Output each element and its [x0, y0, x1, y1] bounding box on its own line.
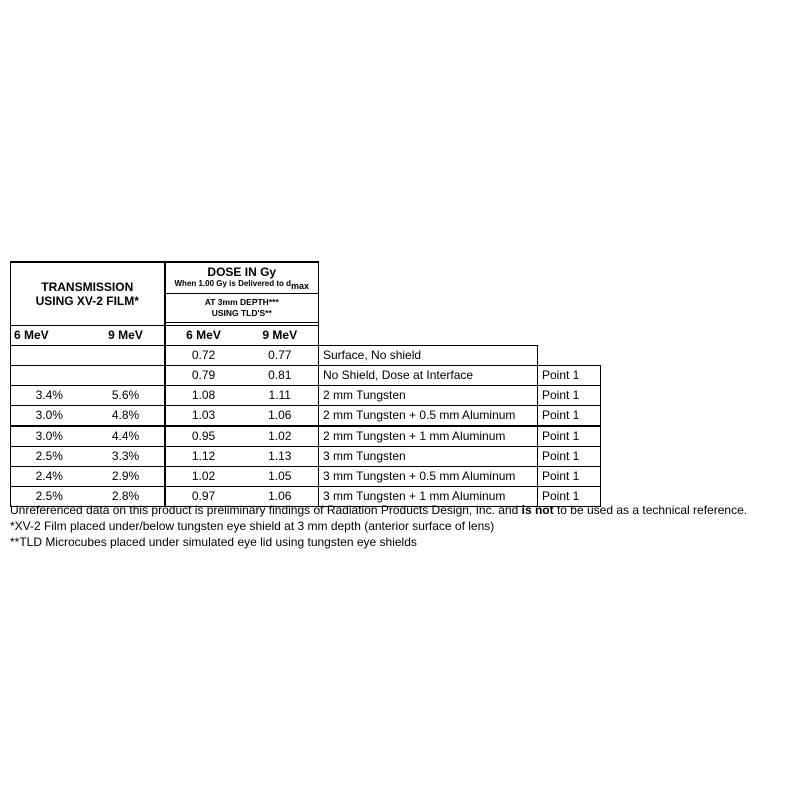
- dose-6: 0.97: [165, 487, 242, 507]
- shield-description: No Shield, Dose at Interface: [319, 366, 538, 386]
- disclaimer-part1: Unreferenced data on this product is preliminary findings of Radiation Products Design, Inc. and: [10, 503, 522, 517]
- note-tld: **TLD Microcubes placed under simulated eye lid using tungsten eye shields: [10, 535, 417, 549]
- trans-9: 2.9%: [88, 467, 165, 487]
- trans-9: 5.6%: [88, 386, 165, 406]
- table-row: [11, 426, 601, 447]
- trans-9: 2.8%: [88, 487, 165, 507]
- trans-9: 4.4%: [88, 426, 165, 447]
- trans-9: 4.8%: [88, 406, 165, 427]
- trans-6: 2.4%: [11, 467, 88, 487]
- dose-9: 1.13: [242, 447, 319, 467]
- shield-description: 3 mm Tungsten + 1 mm Aluminum: [319, 487, 538, 507]
- energy-9-dose: 9 MeV: [242, 326, 319, 346]
- trans-6: 2.5%: [11, 447, 88, 467]
- energy-blank: [319, 326, 601, 346]
- dose-transmission-table: [10, 261, 601, 507]
- dose-9: 0.81: [242, 366, 319, 386]
- trans-9: [88, 346, 165, 366]
- shield-description: 2 mm Tungsten + 1 mm Aluminum: [319, 426, 538, 447]
- dose-6: 1.02: [165, 467, 242, 487]
- point-label: Point 1: [538, 426, 601, 447]
- depth-header-line1: AT 3mm DEPTH***: [204, 297, 279, 307]
- point-label: Point 1: [538, 467, 601, 487]
- trans-6: [11, 366, 88, 386]
- header-blank: [319, 262, 601, 294]
- dose-header: [165, 262, 319, 294]
- dose-9: 1.05: [242, 467, 319, 487]
- dose-9: 0.77: [242, 346, 319, 366]
- dose-table-container: [10, 261, 601, 507]
- dose-6: 0.72: [165, 346, 242, 366]
- table-row: [11, 386, 601, 406]
- trans-6: 3.4%: [11, 386, 88, 406]
- transmission-header: [11, 262, 165, 326]
- shield-description: 2 mm Tungsten: [319, 386, 538, 406]
- note-film: *XV-2 Film placed under/below tungsten eye shield at 3 mm depth (anterior surface of lens): [10, 519, 495, 533]
- dose-9: 1.11: [242, 386, 319, 406]
- shield-description: Surface, No shield: [319, 346, 538, 366]
- trans-9: [88, 366, 165, 386]
- dose-9: 1.02: [242, 426, 319, 447]
- point-label: Point 1: [538, 406, 601, 427]
- disclaimer-part2: to be used as a technical reference.: [553, 503, 748, 517]
- trans-6: 3.0%: [11, 406, 88, 427]
- dose-header-subtitle-subscript: max: [290, 281, 309, 291]
- transmission-header-line2: USING XV-2 FILM*: [35, 294, 139, 308]
- shield-description: 2 mm Tungsten + 0.5 mm Aluminum: [319, 406, 538, 427]
- point-label: Point 1: [538, 487, 601, 507]
- point-label: Point 1: [538, 447, 601, 467]
- table-row: [11, 346, 601, 366]
- trans-9: 3.3%: [88, 447, 165, 467]
- dose-6: 1.03: [165, 406, 242, 427]
- footnotes: [10, 502, 747, 550]
- table-row: [11, 366, 601, 386]
- depth-header: [165, 294, 319, 323]
- table-row: [11, 447, 601, 467]
- transmission-header-line1: TRANSMISSION: [41, 280, 134, 294]
- disclaimer: [10, 502, 747, 518]
- table-row: [11, 467, 601, 487]
- table-row: [11, 406, 601, 427]
- header-blank-2: [319, 294, 601, 323]
- trans-6: 2.5%: [11, 487, 88, 507]
- energy-9-transmission: 9 MeV: [88, 326, 165, 346]
- trans-6: 3.0%: [11, 426, 88, 447]
- energy-6-dose: 6 MeV: [165, 326, 242, 346]
- dose-6: 1.12: [165, 447, 242, 467]
- dose-header-subtitle-prefix: When 1.00 Gy is Delivered to d: [174, 279, 291, 288]
- shield-description: 3 mm Tungsten: [319, 447, 538, 467]
- dose-header-subtitle: [166, 279, 319, 291]
- dose-6: 0.95: [165, 426, 242, 447]
- point-label: Point 1: [538, 386, 601, 406]
- trans-6: [11, 346, 88, 366]
- dose-6: 1.08: [165, 386, 242, 406]
- dose-6: 0.79: [165, 366, 242, 386]
- shield-description: 3 mm Tungsten + 0.5 mm Aluminum: [319, 467, 538, 487]
- dose-header-title: DOSE IN Gy: [207, 265, 277, 279]
- point-label: Point 1: [538, 366, 601, 386]
- point-label: [538, 346, 601, 366]
- disclaimer-bold: is not: [521, 503, 554, 517]
- depth-header-line2: USING TLD'S**: [211, 308, 272, 318]
- energy-6-transmission: 6 MeV: [11, 326, 88, 346]
- dose-9: 1.06: [242, 487, 319, 507]
- dose-9: 1.06: [242, 406, 319, 427]
